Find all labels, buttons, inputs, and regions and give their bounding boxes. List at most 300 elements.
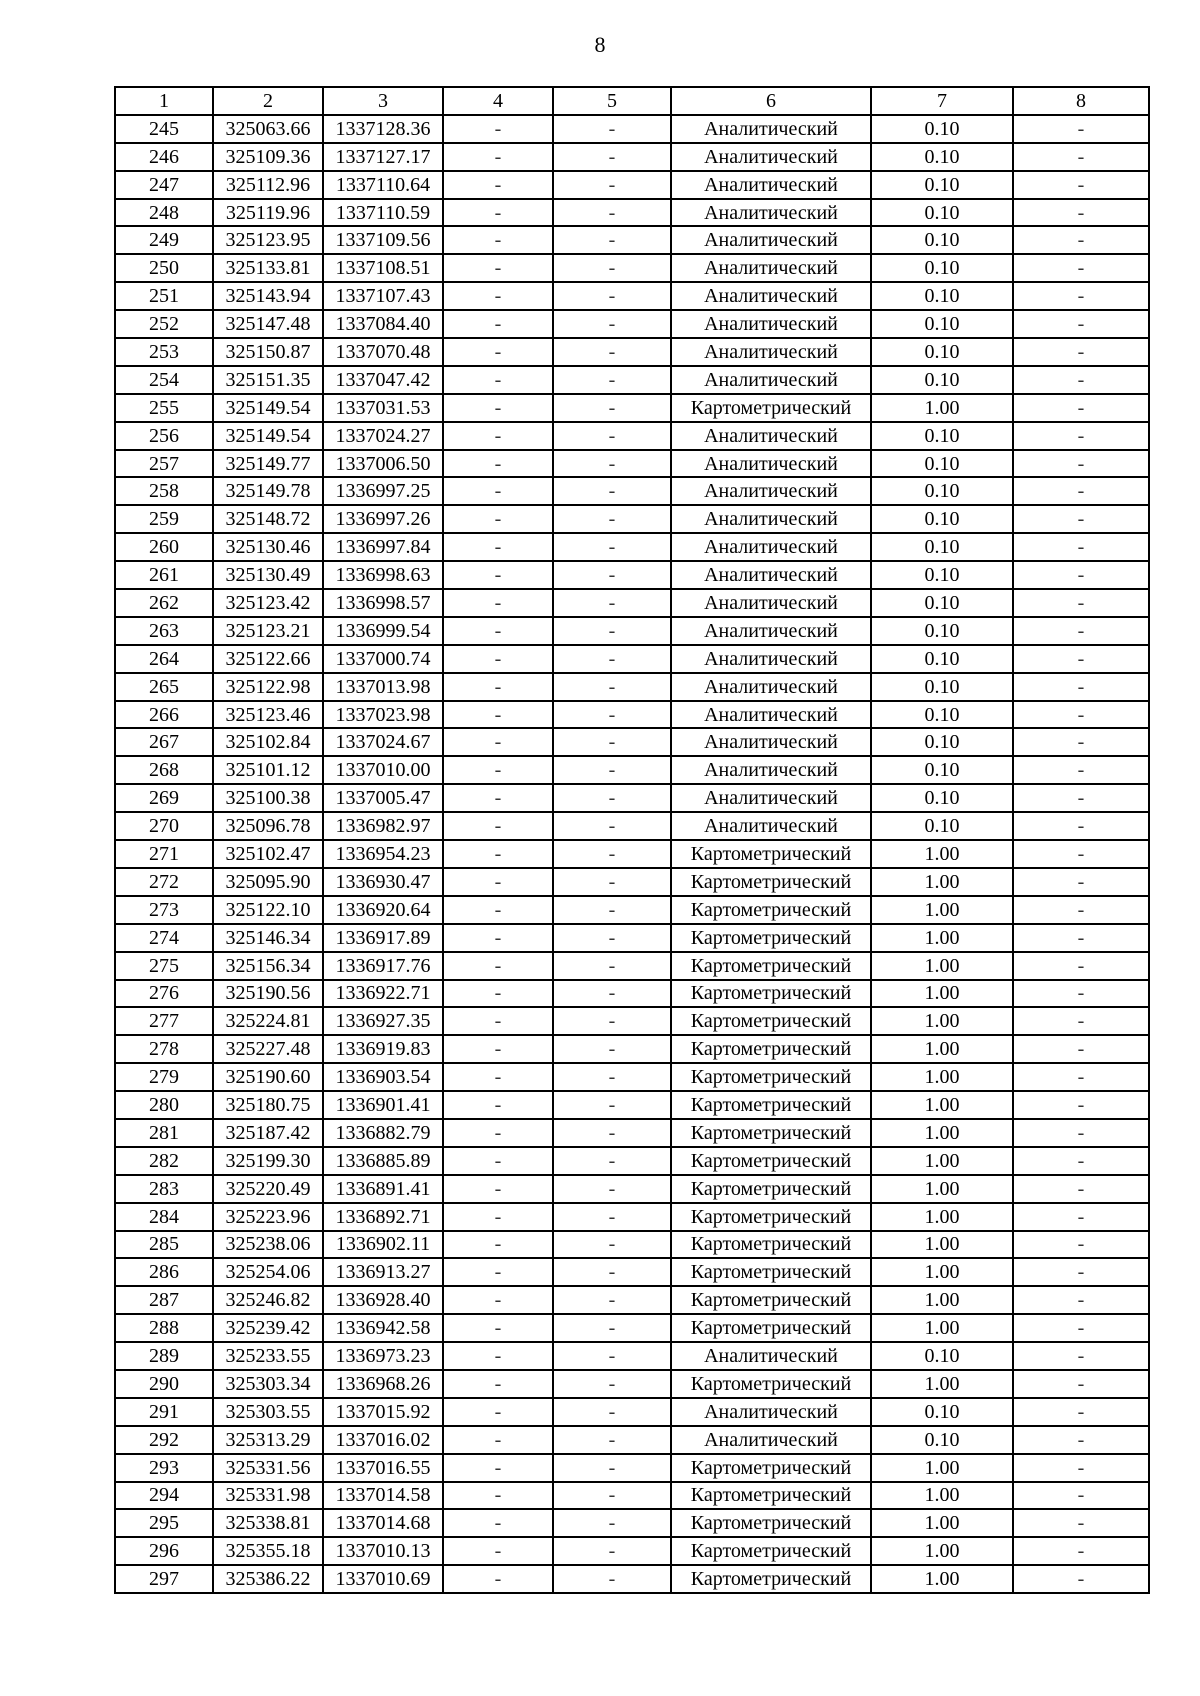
method-cell: Картометрический <box>671 868 871 896</box>
column-4-cell: - <box>443 756 553 784</box>
column-8-cell: - <box>1013 533 1149 561</box>
column-4-cell: - <box>443 1314 553 1342</box>
method-cell: Картометрический <box>671 840 871 868</box>
column-5-cell: - <box>553 1203 671 1231</box>
column-5-cell: - <box>553 1119 671 1147</box>
column-8-cell: - <box>1013 1426 1149 1454</box>
accuracy-cell: 0.10 <box>871 477 1013 505</box>
table-row <box>115 1007 1149 1035</box>
column-4-cell: - <box>443 338 553 366</box>
method-cell: Аналитический <box>671 477 871 505</box>
column-5-cell: - <box>553 1035 671 1063</box>
table-row <box>115 533 1149 561</box>
method-cell: Аналитический <box>671 171 871 199</box>
x-coordinate-cell: 325190.60 <box>213 1063 323 1091</box>
column-4-cell: - <box>443 366 553 394</box>
column-4-cell: - <box>443 1147 553 1175</box>
column-4-cell: - <box>443 1091 553 1119</box>
table-row <box>115 338 1149 366</box>
x-coordinate-cell: 325239.42 <box>213 1314 323 1342</box>
y-coordinate-cell: 1337013.98 <box>323 673 443 701</box>
x-coordinate-cell: 325119.96 <box>213 199 323 227</box>
x-coordinate-cell: 325254.06 <box>213 1258 323 1286</box>
table-row <box>115 784 1149 812</box>
column-5-cell: - <box>553 1509 671 1537</box>
table-row <box>115 924 1149 952</box>
x-coordinate-cell: 325122.98 <box>213 673 323 701</box>
accuracy-cell: 1.00 <box>871 1231 1013 1259</box>
column-5-cell: - <box>553 115 671 143</box>
column-8-cell: - <box>1013 1258 1149 1286</box>
method-cell: Аналитический <box>671 199 871 227</box>
x-coordinate-cell: 325224.81 <box>213 1007 323 1035</box>
y-coordinate-cell: 1337110.64 <box>323 171 443 199</box>
point-number-cell: 248 <box>115 199 213 227</box>
column-8-cell: - <box>1013 1007 1149 1035</box>
point-number-cell: 251 <box>115 282 213 310</box>
point-number-cell: 276 <box>115 980 213 1008</box>
x-coordinate-cell: 325123.46 <box>213 701 323 729</box>
column-header: 6 <box>671 87 871 115</box>
y-coordinate-cell: 1336998.63 <box>323 561 443 589</box>
point-number-cell: 280 <box>115 1091 213 1119</box>
point-number-cell: 270 <box>115 812 213 840</box>
x-coordinate-cell: 325130.46 <box>213 533 323 561</box>
column-8-cell: - <box>1013 282 1149 310</box>
x-coordinate-cell: 325233.55 <box>213 1342 323 1370</box>
column-4-cell: - <box>443 1007 553 1035</box>
point-number-cell: 245 <box>115 115 213 143</box>
table-row <box>115 728 1149 756</box>
column-5-cell: - <box>553 1091 671 1119</box>
method-cell: Картометрический <box>671 1286 871 1314</box>
column-header: 2 <box>213 87 323 115</box>
table-row <box>115 617 1149 645</box>
column-8-cell: - <box>1013 1035 1149 1063</box>
y-coordinate-cell: 1337128.36 <box>323 115 443 143</box>
column-4-cell: - <box>443 1398 553 1426</box>
accuracy-cell: 1.00 <box>871 952 1013 980</box>
column-4-cell: - <box>443 701 553 729</box>
column-8-cell: - <box>1013 896 1149 924</box>
point-number-cell: 293 <box>115 1454 213 1482</box>
method-cell: Аналитический <box>671 505 871 533</box>
point-number-cell: 292 <box>115 1426 213 1454</box>
point-number-cell: 279 <box>115 1063 213 1091</box>
method-cell: Картометрический <box>671 1370 871 1398</box>
table-row <box>115 1091 1149 1119</box>
x-coordinate-cell: 325355.18 <box>213 1537 323 1565</box>
point-number-cell: 290 <box>115 1370 213 1398</box>
column-4-cell: - <box>443 1175 553 1203</box>
point-number-cell: 258 <box>115 477 213 505</box>
x-coordinate-cell: 325227.48 <box>213 1035 323 1063</box>
column-4-cell: - <box>443 1426 553 1454</box>
y-coordinate-cell: 1336997.84 <box>323 533 443 561</box>
column-8-cell: - <box>1013 254 1149 282</box>
x-coordinate-cell: 325313.29 <box>213 1426 323 1454</box>
column-5-cell: - <box>553 589 671 617</box>
method-cell: Картометрический <box>671 924 871 952</box>
y-coordinate-cell: 1336885.89 <box>323 1147 443 1175</box>
page-number: 8 <box>594 32 606 57</box>
table-row <box>115 422 1149 450</box>
table-row <box>115 589 1149 617</box>
accuracy-cell: 1.00 <box>871 1119 1013 1147</box>
column-8-cell: - <box>1013 784 1149 812</box>
accuracy-cell: 0.10 <box>871 226 1013 254</box>
point-number-cell: 288 <box>115 1314 213 1342</box>
y-coordinate-cell: 1336999.54 <box>323 617 443 645</box>
column-4-cell: - <box>443 1286 553 1314</box>
column-5-cell: - <box>553 1370 671 1398</box>
x-coordinate-cell: 325095.90 <box>213 868 323 896</box>
point-number-cell: 259 <box>115 505 213 533</box>
method-cell: Аналитический <box>671 673 871 701</box>
x-coordinate-cell: 325338.81 <box>213 1509 323 1537</box>
accuracy-cell: 1.00 <box>871 1203 1013 1231</box>
column-header: 4 <box>443 87 553 115</box>
point-number-cell: 254 <box>115 366 213 394</box>
x-coordinate-cell: 325130.49 <box>213 561 323 589</box>
x-coordinate-cell: 325063.66 <box>213 115 323 143</box>
method-cell: Аналитический <box>671 728 871 756</box>
method-cell: Картометрический <box>671 1537 871 1565</box>
column-4-cell: - <box>443 589 553 617</box>
column-8-cell: - <box>1013 199 1149 227</box>
point-number-cell: 275 <box>115 952 213 980</box>
x-coordinate-cell: 325149.54 <box>213 394 323 422</box>
point-number-cell: 272 <box>115 868 213 896</box>
column-4-cell: - <box>443 1203 553 1231</box>
method-cell: Картометрический <box>671 1454 871 1482</box>
column-5-cell: - <box>553 1063 671 1091</box>
y-coordinate-cell: 1337108.51 <box>323 254 443 282</box>
accuracy-cell: 0.10 <box>871 199 1013 227</box>
point-number-cell: 246 <box>115 143 213 171</box>
column-8-cell: - <box>1013 1537 1149 1565</box>
column-8-cell: - <box>1013 980 1149 1008</box>
column-8-cell: - <box>1013 171 1149 199</box>
table-row <box>115 199 1149 227</box>
accuracy-cell: 1.00 <box>871 1314 1013 1342</box>
table-row <box>115 310 1149 338</box>
y-coordinate-cell: 1336973.23 <box>323 1342 443 1370</box>
method-cell: Картометрический <box>671 952 871 980</box>
x-coordinate-cell: 325096.78 <box>213 812 323 840</box>
y-coordinate-cell: 1337127.17 <box>323 143 443 171</box>
column-5-cell: - <box>553 533 671 561</box>
column-4-cell: - <box>443 728 553 756</box>
table-row <box>115 673 1149 701</box>
column-4-cell: - <box>443 171 553 199</box>
column-4-cell: - <box>443 450 553 478</box>
point-number-cell: 265 <box>115 673 213 701</box>
point-number-cell: 260 <box>115 533 213 561</box>
x-coordinate-cell: 325147.48 <box>213 310 323 338</box>
column-8-cell: - <box>1013 477 1149 505</box>
accuracy-cell: 1.00 <box>871 1537 1013 1565</box>
x-coordinate-cell: 325150.87 <box>213 338 323 366</box>
y-coordinate-cell: 1336997.25 <box>323 477 443 505</box>
method-cell: Аналитический <box>671 561 871 589</box>
y-coordinate-cell: 1337024.27 <box>323 422 443 450</box>
x-coordinate-cell: 325386.22 <box>213 1565 323 1593</box>
method-cell: Картометрический <box>671 1509 871 1537</box>
column-8-cell: - <box>1013 617 1149 645</box>
column-4-cell: - <box>443 1258 553 1286</box>
table-row <box>115 701 1149 729</box>
y-coordinate-cell: 1337109.56 <box>323 226 443 254</box>
column-8-cell: - <box>1013 394 1149 422</box>
column-5-cell: - <box>553 394 671 422</box>
table-row <box>115 1035 1149 1063</box>
y-coordinate-cell: 1336930.47 <box>323 868 443 896</box>
column-4-cell: - <box>443 1119 553 1147</box>
accuracy-cell: 0.10 <box>871 617 1013 645</box>
column-4-cell: - <box>443 533 553 561</box>
method-cell: Аналитический <box>671 254 871 282</box>
column-5-cell: - <box>553 784 671 812</box>
point-number-cell: 247 <box>115 171 213 199</box>
y-coordinate-cell: 1337084.40 <box>323 310 443 338</box>
y-coordinate-cell: 1337006.50 <box>323 450 443 478</box>
column-5-cell: - <box>553 450 671 478</box>
point-number-cell: 266 <box>115 701 213 729</box>
column-4-cell: - <box>443 924 553 952</box>
point-number-cell: 263 <box>115 617 213 645</box>
method-cell: Аналитический <box>671 1342 871 1370</box>
column-8-cell: - <box>1013 1286 1149 1314</box>
y-coordinate-cell: 1336954.23 <box>323 840 443 868</box>
table-row <box>115 366 1149 394</box>
column-8-cell: - <box>1013 1342 1149 1370</box>
column-8-cell: - <box>1013 812 1149 840</box>
column-5-cell: - <box>553 505 671 533</box>
table-row <box>115 1147 1149 1175</box>
column-5-cell: - <box>553 812 671 840</box>
table-row <box>115 1314 1149 1342</box>
table-row <box>115 1398 1149 1426</box>
column-5-cell: - <box>553 143 671 171</box>
column-5-cell: - <box>553 617 671 645</box>
column-5-cell: - <box>553 282 671 310</box>
accuracy-cell: 0.10 <box>871 366 1013 394</box>
x-coordinate-cell: 325303.34 <box>213 1370 323 1398</box>
column-8-cell: - <box>1013 1370 1149 1398</box>
column-5-cell: - <box>553 1482 671 1510</box>
column-8-cell: - <box>1013 1398 1149 1426</box>
point-number-cell: 295 <box>115 1509 213 1537</box>
x-coordinate-cell: 325148.72 <box>213 505 323 533</box>
x-coordinate-cell: 325123.42 <box>213 589 323 617</box>
column-8-cell: - <box>1013 673 1149 701</box>
table-row <box>115 561 1149 589</box>
column-5-cell: - <box>553 1537 671 1565</box>
accuracy-cell: 0.10 <box>871 1398 1013 1426</box>
column-4-cell: - <box>443 868 553 896</box>
accuracy-cell: 1.00 <box>871 868 1013 896</box>
accuracy-cell: 1.00 <box>871 1175 1013 1203</box>
table-row <box>115 477 1149 505</box>
method-cell: Картометрический <box>671 1258 871 1286</box>
accuracy-cell: 0.10 <box>871 450 1013 478</box>
column-8-cell: - <box>1013 143 1149 171</box>
accuracy-cell: 1.00 <box>871 1509 1013 1537</box>
y-coordinate-cell: 1336917.76 <box>323 952 443 980</box>
method-cell: Аналитический <box>671 812 871 840</box>
column-4-cell: - <box>443 143 553 171</box>
column-4-cell: - <box>443 1482 553 1510</box>
column-4-cell: - <box>443 1370 553 1398</box>
column-8-cell: - <box>1013 589 1149 617</box>
accuracy-cell: 1.00 <box>871 896 1013 924</box>
accuracy-cell: 1.00 <box>871 1091 1013 1119</box>
column-5-cell: - <box>553 366 671 394</box>
x-coordinate-cell: 325100.38 <box>213 784 323 812</box>
coordinates-table <box>114 86 1150 1594</box>
y-coordinate-cell: 1336903.54 <box>323 1063 443 1091</box>
y-coordinate-cell: 1337031.53 <box>323 394 443 422</box>
column-5-cell: - <box>553 254 671 282</box>
column-5-cell: - <box>553 924 671 952</box>
point-number-cell: 294 <box>115 1482 213 1510</box>
accuracy-cell: 0.10 <box>871 561 1013 589</box>
table-row <box>115 171 1149 199</box>
x-coordinate-cell: 325149.77 <box>213 450 323 478</box>
method-cell: Аналитический <box>671 226 871 254</box>
table-row <box>115 450 1149 478</box>
accuracy-cell: 0.10 <box>871 812 1013 840</box>
method-cell: Аналитический <box>671 784 871 812</box>
column-4-cell: - <box>443 645 553 673</box>
column-4-cell: - <box>443 673 553 701</box>
point-number-cell: 277 <box>115 1007 213 1035</box>
method-cell: Картометрический <box>671 1203 871 1231</box>
column-5-cell: - <box>553 728 671 756</box>
column-8-cell: - <box>1013 1482 1149 1510</box>
y-coordinate-cell: 1336892.71 <box>323 1203 443 1231</box>
column-5-cell: - <box>553 1175 671 1203</box>
method-cell: Картометрический <box>671 1147 871 1175</box>
accuracy-cell: 0.10 <box>871 701 1013 729</box>
column-4-cell: - <box>443 505 553 533</box>
column-5-cell: - <box>553 422 671 450</box>
column-4-cell: - <box>443 812 553 840</box>
x-coordinate-cell: 325149.78 <box>213 477 323 505</box>
column-5-cell: - <box>553 1314 671 1342</box>
y-coordinate-cell: 1336982.97 <box>323 812 443 840</box>
column-5-cell: - <box>553 171 671 199</box>
y-coordinate-cell: 1336997.26 <box>323 505 443 533</box>
column-4-cell: - <box>443 282 553 310</box>
method-cell: Аналитический <box>671 450 871 478</box>
accuracy-cell: 1.00 <box>871 840 1013 868</box>
column-8-cell: - <box>1013 1147 1149 1175</box>
column-4-cell: - <box>443 952 553 980</box>
accuracy-cell: 0.10 <box>871 1342 1013 1370</box>
method-cell: Аналитический <box>671 366 871 394</box>
table-row <box>115 980 1149 1008</box>
table-row <box>115 1342 1149 1370</box>
y-coordinate-cell: 1336998.57 <box>323 589 443 617</box>
table-row <box>115 1537 1149 1565</box>
accuracy-cell: 0.10 <box>871 728 1013 756</box>
method-cell: Аналитический <box>671 645 871 673</box>
point-number-cell: 253 <box>115 338 213 366</box>
column-5-cell: - <box>553 561 671 589</box>
point-number-cell: 286 <box>115 1258 213 1286</box>
y-coordinate-cell: 1336913.27 <box>323 1258 443 1286</box>
y-coordinate-cell: 1337010.69 <box>323 1565 443 1593</box>
column-4-cell: - <box>443 1537 553 1565</box>
column-5-cell: - <box>553 840 671 868</box>
point-number-cell: 257 <box>115 450 213 478</box>
column-8-cell: - <box>1013 1565 1149 1593</box>
accuracy-cell: 1.00 <box>871 1147 1013 1175</box>
x-coordinate-cell: 325109.36 <box>213 143 323 171</box>
accuracy-cell: 0.10 <box>871 422 1013 450</box>
column-8-cell: - <box>1013 115 1149 143</box>
accuracy-cell: 0.10 <box>871 115 1013 143</box>
column-5-cell: - <box>553 1258 671 1286</box>
method-cell: Картометрический <box>671 1063 871 1091</box>
method-cell: Картометрический <box>671 1007 871 1035</box>
column-4-cell: - <box>443 1231 553 1259</box>
x-coordinate-cell: 325102.47 <box>213 840 323 868</box>
column-4-cell: - <box>443 896 553 924</box>
accuracy-cell: 0.10 <box>871 784 1013 812</box>
method-cell: Картометрический <box>671 896 871 924</box>
y-coordinate-cell: 1337015.92 <box>323 1398 443 1426</box>
y-coordinate-cell: 1337014.58 <box>323 1482 443 1510</box>
accuracy-cell: 0.10 <box>871 645 1013 673</box>
point-number-cell: 269 <box>115 784 213 812</box>
column-5-cell: - <box>553 1565 671 1593</box>
column-4-cell: - <box>443 1454 553 1482</box>
point-number-cell: 296 <box>115 1537 213 1565</box>
point-number-cell: 268 <box>115 756 213 784</box>
method-cell: Аналитический <box>671 756 871 784</box>
column-5-cell: - <box>553 1007 671 1035</box>
point-number-cell: 250 <box>115 254 213 282</box>
y-coordinate-cell: 1336968.26 <box>323 1370 443 1398</box>
table-row <box>115 1454 1149 1482</box>
column-8-cell: - <box>1013 1175 1149 1203</box>
accuracy-cell: 1.00 <box>871 1258 1013 1286</box>
column-8-cell: - <box>1013 868 1149 896</box>
x-coordinate-cell: 325199.30 <box>213 1147 323 1175</box>
method-cell: Аналитический <box>671 617 871 645</box>
accuracy-cell: 1.00 <box>871 980 1013 1008</box>
column-4-cell: - <box>443 226 553 254</box>
accuracy-cell: 0.10 <box>871 673 1013 701</box>
x-coordinate-cell: 325220.49 <box>213 1175 323 1203</box>
x-coordinate-cell: 325101.12 <box>213 756 323 784</box>
point-number-cell: 281 <box>115 1119 213 1147</box>
x-coordinate-cell: 325151.35 <box>213 366 323 394</box>
x-coordinate-cell: 325180.75 <box>213 1091 323 1119</box>
column-header: 3 <box>323 87 443 115</box>
column-header: 8 <box>1013 87 1149 115</box>
y-coordinate-cell: 1336917.89 <box>323 924 443 952</box>
table-row <box>115 1509 1149 1537</box>
accuracy-cell: 0.10 <box>871 756 1013 784</box>
column-4-cell: - <box>443 561 553 589</box>
point-number-cell: 287 <box>115 1286 213 1314</box>
method-cell: Картометрический <box>671 980 871 1008</box>
column-4-cell: - <box>443 477 553 505</box>
